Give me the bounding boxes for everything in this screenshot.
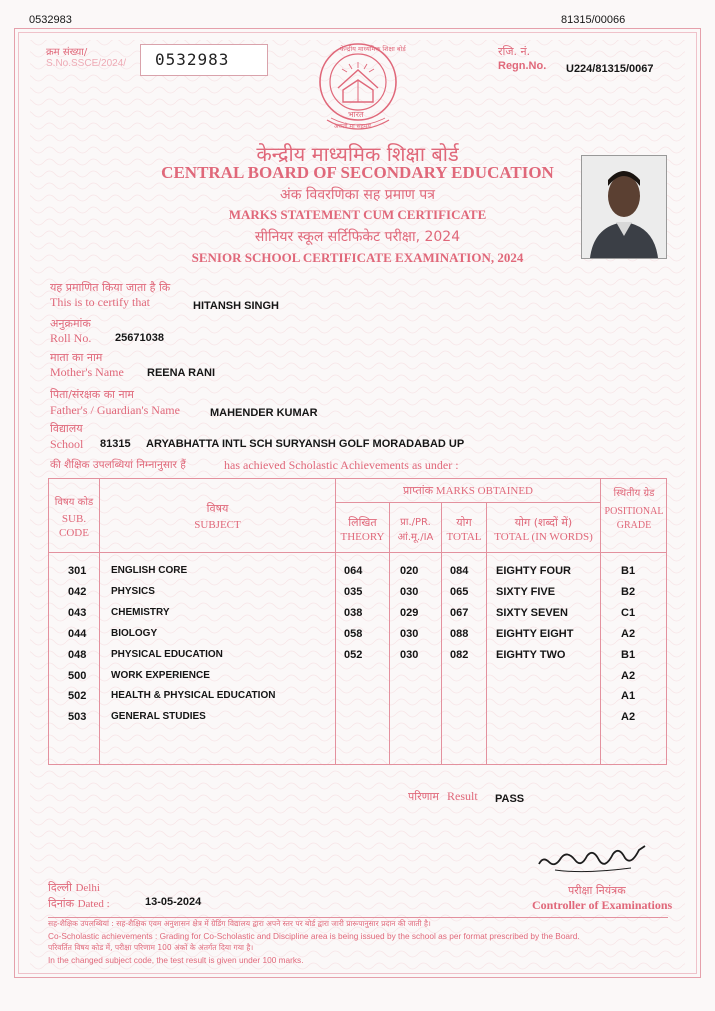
- emblem-ring-text: केन्द्रीय माध्यमिक शिक्षा बोर्ड: [340, 45, 406, 53]
- header-code-hindi: विषय कोड: [54, 497, 94, 508]
- header-total-en: TOTAL: [446, 531, 482, 543]
- mother-label-hindi: माता का नाम: [50, 351, 103, 364]
- board-name-en: CENTRAL BOARD OF SECONDARY EDUCATION: [161, 163, 554, 182]
- header-total-hindi: योग: [456, 516, 472, 529]
- date-hindi: दिनांक: [48, 897, 75, 910]
- row-total: 065: [450, 586, 469, 598]
- signature-icon: [535, 840, 655, 880]
- achieve-hindi: की शैक्षिक उपलब्धियां निम्नानुसार हैं: [50, 459, 186, 471]
- row-subject: ENGLISH CORE: [111, 565, 188, 576]
- header-grade-en1: POSITIONAL: [604, 506, 664, 517]
- row-subject: HEALTH & PHYSICAL EDUCATION: [111, 690, 276, 701]
- table-row: [0, 628, 715, 646]
- header-marks-hindi: प्राप्तांक: [402, 484, 434, 497]
- row-practical: 020: [400, 565, 419, 577]
- row-practical: 030: [400, 649, 419, 661]
- row-total-words: EIGHTY FOUR: [496, 565, 571, 577]
- controller-hindi: परीक्षा नियंत्रक: [568, 884, 626, 897]
- row-theory: 064: [344, 565, 363, 577]
- board-name-hindi: केन्द्रीय माध्यमिक शिक्षा बोर्ड: [256, 142, 459, 166]
- header-code-en1: SUB.: [61, 513, 87, 525]
- header-pr-en: आं.मू./IA: [397, 532, 434, 543]
- roll-label-hindi: अनुक्रमांक: [50, 317, 91, 330]
- row-subject: WORK EXPERIENCE: [111, 670, 210, 681]
- row-total: 082: [450, 649, 469, 661]
- result-label-en: Result: [447, 789, 478, 803]
- row-subject: BIOLOGY: [111, 628, 158, 639]
- place-en: Delhi: [75, 882, 100, 894]
- row-theory: 058: [344, 628, 363, 640]
- row-code: 042: [68, 586, 87, 598]
- header-words-en: TOTAL (IN WORDS): [494, 531, 593, 543]
- date-label: [48, 896, 110, 911]
- table-row: [0, 690, 715, 708]
- header-words-hindi: योग (शब्दों में): [514, 516, 573, 529]
- note1-hindi: सह-शैक्षिक उपलब्धियां : सह-शैक्षिक एवम अनुशासन क्षेत्र में ग्रेडिंग विद्यालय द्वारा अपने स्तर पर बोर्ड द्वारा जारी प्रारूपानुसार प्रदान की जाती है।: [48, 919, 431, 928]
- row-total-words: SIXTY FIVE: [496, 586, 556, 598]
- row-subject: CHEMISTRY: [111, 607, 170, 618]
- person-photo-icon: [582, 156, 666, 258]
- marks-subheader-divider: [336, 502, 600, 503]
- header-marks: [336, 484, 600, 498]
- row-subject: PHYSICS: [111, 586, 155, 597]
- result-value: PASS: [495, 793, 525, 805]
- roll-label-en: Roll No.: [50, 331, 92, 345]
- school-name: ARYABHATTA INTL SCH SURYANSH GOLF MORADABAD UP: [146, 438, 465, 450]
- row-grade: B2: [621, 586, 636, 598]
- row-theory: 038: [344, 607, 363, 619]
- row-total-words: SIXTY SEVEN: [496, 607, 568, 619]
- controller-en: Controller of Examinations: [532, 898, 673, 912]
- header-code-en2: CODE: [59, 527, 89, 539]
- table-row: [0, 649, 715, 667]
- row-subject: GENERAL STUDIES: [111, 711, 206, 722]
- serial-label-en: S.No.SSCE/2024/: [46, 58, 127, 69]
- father-label-hindi: पिता/संरक्षक का नाम: [50, 388, 135, 401]
- row-grade: C1: [621, 607, 636, 619]
- note1-en: Co-Scholastic achievements : Grading for Co-Scholastic and Discipline area is being issued by the school as per format prescribed by the Board.: [48, 931, 580, 941]
- achieve-en: has achieved Scholastic Achievements as under :: [224, 458, 459, 472]
- student-photo: [581, 155, 667, 259]
- serial-value: 0532983: [155, 50, 230, 69]
- row-practical: 030: [400, 628, 419, 640]
- row-total-words: EIGHTY TWO: [496, 649, 566, 661]
- table-row: [0, 607, 715, 625]
- row-total: 084: [450, 565, 469, 577]
- regn-label-en: Regn.No.: [498, 60, 547, 72]
- regn-value: U224/81315/0067: [566, 63, 654, 75]
- father-label-en: Father's / Guardian's Name: [50, 403, 180, 417]
- row-grade: A2: [621, 628, 636, 640]
- exam-hindi: सीनियर स्कूल सर्टिफिकेट परीक्षा, 2024: [254, 229, 461, 245]
- row-practical: 029: [400, 607, 419, 619]
- row-code: 048: [68, 649, 87, 661]
- note2-en: In the changed subject code, the test result is given under 100 marks.: [48, 955, 304, 965]
- student-name: HITANSH SINGH: [193, 300, 279, 312]
- row-grade: B1: [621, 565, 636, 577]
- row-total-words: EIGHTY EIGHT: [496, 628, 574, 640]
- certify-en: This is to certify that: [50, 295, 150, 309]
- header-marks-en: MARKS OBTAINED: [435, 485, 534, 497]
- regn-label-hindi: रजि. नं.: [498, 45, 531, 58]
- row-code: 044: [68, 628, 87, 640]
- row-code: 502: [68, 690, 87, 702]
- row-subject: PHYSICAL EDUCATION: [111, 649, 223, 660]
- row-code: 301: [68, 565, 87, 577]
- date-value: 13-05-2024: [145, 896, 202, 908]
- header-grade-en2: GRADE: [616, 520, 652, 531]
- emblem-motto: असतो मा सद्गमय: [334, 123, 371, 130]
- emblem-bottom-text: भारत: [348, 110, 364, 119]
- header-grade-hindi: स्थितीय ग्रेड: [613, 488, 655, 499]
- row-code: 043: [68, 607, 87, 619]
- row-grade: A2: [621, 670, 636, 682]
- top-left-number: 0532983: [29, 14, 72, 26]
- row-grade: A1: [621, 690, 636, 702]
- header-subject-en: SUBJECT: [194, 519, 241, 531]
- row-theory: 035: [344, 586, 363, 598]
- title-en: MARKS STATEMENT CUM CERTIFICATE: [228, 207, 487, 222]
- table-header-divider: [48, 552, 667, 553]
- result-label-hindi: परिणाम: [408, 790, 439, 803]
- header-theory-hindi: लिखित: [348, 516, 377, 529]
- note2-hindi: परिवर्तित विषय कोड में, परीक्षा परिणाम 100 अंकों के अंतर्गत दिया गया है।: [48, 943, 254, 952]
- row-total: 067: [450, 607, 469, 619]
- school-label-hindi: विद्यालय: [50, 422, 83, 435]
- table-row: [0, 670, 715, 688]
- top-right-number: 81315/00066: [561, 14, 626, 26]
- row-code: 503: [68, 711, 87, 723]
- table-row: [0, 586, 715, 604]
- header-subject-hindi: विषय: [206, 502, 229, 515]
- table-row: [0, 711, 715, 729]
- exam-en: SENIOR SCHOOL CERTIFICATE EXAMINATION, 2024: [191, 250, 524, 265]
- title-hindi: अंक विवरणिका सह प्रमाण पत्र: [280, 187, 435, 203]
- table-row: [0, 565, 715, 583]
- mother-label-en: Mother's Name: [50, 365, 124, 379]
- header-theory-en: THEORY: [340, 531, 385, 543]
- roll-value: 25671038: [115, 332, 164, 344]
- mother-value: REENA RANI: [147, 367, 216, 379]
- date-en: Dated :: [77, 898, 110, 910]
- row-grade: A2: [621, 711, 636, 723]
- row-total: 088: [450, 628, 469, 640]
- certify-hindi: यह प्रमाणित किया जाता है कि: [50, 281, 171, 294]
- school-label-en: School: [50, 437, 84, 451]
- header-pr-hindi: प्रा./PR.: [400, 517, 431, 528]
- row-code: 500: [68, 670, 87, 682]
- school-code: 81315: [100, 438, 131, 450]
- footer-divider: [48, 917, 668, 918]
- row-theory: 052: [344, 649, 363, 661]
- place: [48, 880, 100, 895]
- father-value: MAHENDER KUMAR: [210, 407, 318, 419]
- serial-label-hindi: क्रम संख्या/: [46, 47, 88, 58]
- row-practical: 030: [400, 586, 419, 598]
- row-grade: B1: [621, 649, 636, 661]
- place-hindi: दिल्ली: [48, 881, 72, 894]
